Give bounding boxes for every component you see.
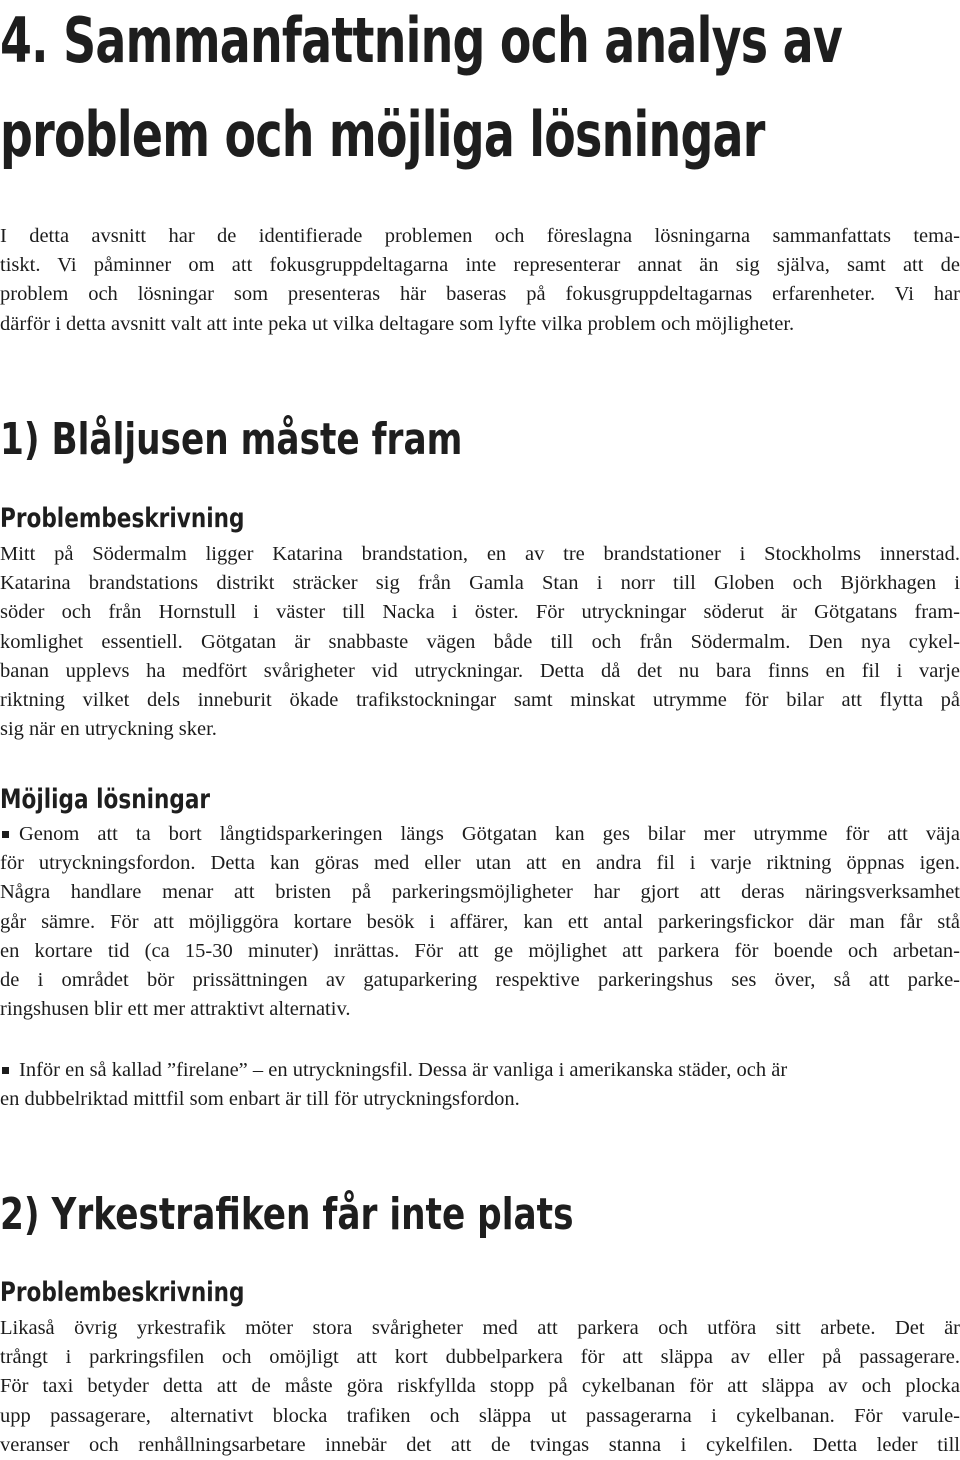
paragraph-line: Katarina brandstations distrikt sträcker sig från Gamla Stan i norr till Globen och Björkhagen i	[0, 572, 960, 595]
bullet-square-icon	[2, 831, 9, 838]
bullet-line: en kortare tid (ca 15-30 minuter) inrättas. För att ge möjlighet att parkera för boende och arbetan-	[0, 939, 960, 962]
section-1-title: 1) Blåljusen måste fram	[0, 414, 463, 465]
chapter-title-line-1: 4. Sammanfattning och analys av	[0, 4, 842, 77]
solution-bullet-2	[0, 1056, 960, 1114]
paragraph-line: trångt i parkringsfilen och omöjligt att kort dubbelparkera för att släppa av eller på passagerare.	[0, 1346, 960, 1369]
paragraph-line: riktning vilket dels inneburit ökade trafikstockningar samt minskat utrymme för bilar att flytta på	[0, 689, 960, 712]
bullet-line: Några handlare menar att bristen på parkeringsmöjligheter har gjort att deras näringsverksamhet	[0, 881, 960, 904]
bullet-line	[0, 820, 960, 849]
bullet-square-icon	[2, 1067, 9, 1074]
paragraph-line: Likaså övrig yrkestrafik möter stora svårigheter med att parkera och utföra sitt arbete. Det är	[0, 1317, 960, 1339]
section-1-problem-heading: Problembeskrivning	[0, 503, 245, 534]
bullet-line: en dubbelriktad mittfil som enbart är till för utryckningsfordon.	[0, 1088, 520, 1111]
section-1-solutions-heading: Möjliga lösningar	[0, 784, 211, 815]
paragraph-line: upp passagerare, alternativt blocka trafiken och släppa ut passagerarna i cykelbanan. För varule-	[0, 1404, 960, 1427]
bullet-line: ringshusen blir ett mer attraktivt alternativ.	[0, 998, 351, 1021]
paragraph-line: komlighet essentiell. Götgatan är snabbaste vägen både till och från Södermalm. Den nya cykel-	[0, 630, 960, 653]
intro-line: därför i detta avsnitt valt att inte peka ut vilka deltagare som lyfte vilka problem och möjligheter.	[0, 312, 795, 335]
bullet-line	[0, 1056, 960, 1085]
section-2-problem-paragraph	[0, 1314, 960, 1460]
bullet-line-text: Inför en så kallad ”firelane” – en utryckningsfil. Dessa är vanliga i amerikanska städer, och är	[19, 1059, 788, 1081]
paragraph-line: sig när en utryckning sker.	[0, 718, 217, 741]
section-2-problem-heading: Problembeskrivning	[0, 1277, 245, 1308]
solution-bullet-1	[0, 820, 960, 1024]
section-2-title: 2) Yrkestrafiken får inte plats	[0, 1189, 574, 1240]
intro-paragraph	[0, 222, 960, 339]
chapter-title	[0, 0, 842, 182]
paragraph-line: banan upplevs ha medfört svårigheter vid utryckningar. Detta då det nu bara finns en fil i varje	[0, 659, 960, 682]
intro-line: problem och lösningar som presenteras här baseras på fokusgruppdeltagarnas erfarenheter. Vi har	[0, 283, 960, 306]
bullet-line: för utryckningsfordon. Detta kan göras med eller utan att en andra fil i varje riktning öppnas igen.	[0, 852, 960, 875]
section-1-problem-paragraph	[0, 540, 960, 744]
bullet-line-text: Genom att ta bort långtidsparkeringen längs Götgatan kan ges bilar mer utrymme för att väja	[19, 823, 960, 845]
intro-line: I detta avsnitt har de identifierade problemen och föreslagna lösningarna sammanfattats tema-	[0, 225, 960, 247]
paragraph-line: söder och från Hornstull i väster till Nacka i öster. För utryckningar söderut är Götgatans fram-	[0, 601, 960, 624]
intro-line: tiskt. Vi påminner om att fokusgruppdeltagarna inte representerar annat än sig själva, samt att de	[0, 254, 960, 277]
paragraph-line: veranser och renhållningsarbetare innebär det att de tvingas stanna i cykelfilen. Detta leder till	[0, 1433, 960, 1456]
chapter-title-line-2: problem och möjliga lösningar	[0, 98, 765, 171]
paragraph-line: För taxi betyder detta att de måste göra riskfyllda stopp på cykelbanan för att släppa av och plocka	[0, 1375, 960, 1398]
paragraph-line: Mitt på Södermalm ligger Katarina brandstation, en av tre brandstationer i Stockholms innerstad.	[0, 543, 960, 565]
bullet-line: de i området bör prissättningen av gatuparkering respektive parkeringshus ses över, så att parke-	[0, 969, 960, 992]
bullet-line: går sämre. För att möjliggöra kortare besök i affärer, kan ett antal parkeringsfickor där man får stå	[0, 910, 960, 933]
